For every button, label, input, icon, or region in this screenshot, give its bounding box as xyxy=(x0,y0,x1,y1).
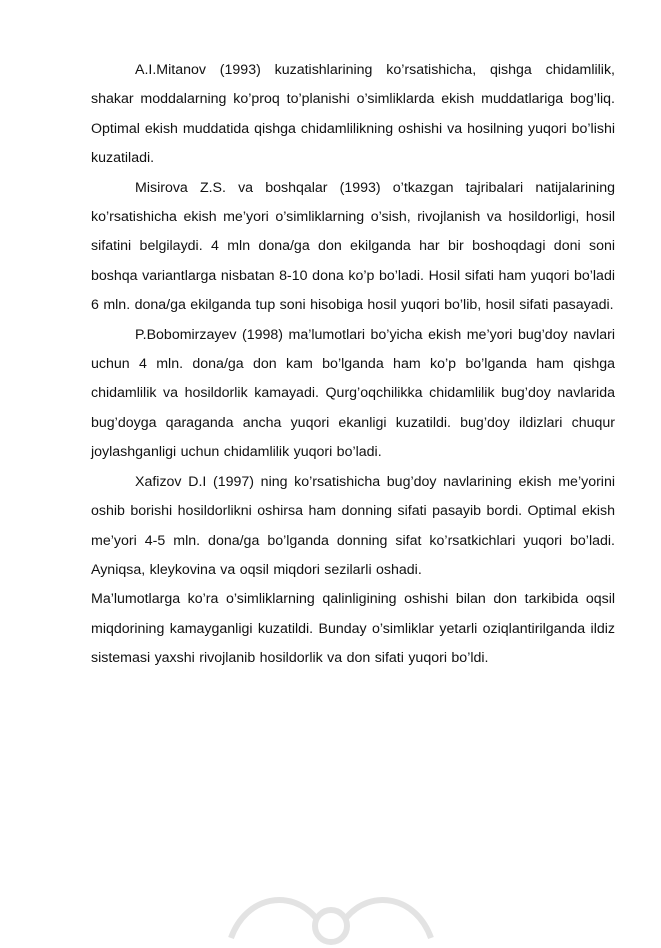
watermark-logo xyxy=(196,878,466,948)
watermark-arc-right xyxy=(346,900,431,938)
paragraph-conclusion: Ma’lumotlarga ko’ra o’simliklarning qalinligining oshishi bilan don tarkibida oqsil miqdorining kamayganligi kuzatildi. Bunday o’simliklar yetarli oziqlantirilganda ildiz sistemasi yaxshi rivojlanib hosildorlik va don sifati yuqori bo’ldi. xyxy=(91,591,615,667)
paragraph-xafizov: Xafizov D.I (1997) ning ko’rsatishicha bug’doy navlarining ekish me’yorini oshib borishi hosildorlikni oshirsa ham donning sifati pasayib bordi. Optimal ekish me’yori 4-5 mln. dona/ga bo’lganda donning sifat ko’rsatkichlari yuqori bo’ladi. Ayniqsa, kleykovina va oqsil miqdori sezilarli oshadi. xyxy=(91,473,615,578)
watermark-arc-left xyxy=(231,900,316,938)
paragraph-bobomirzayev: P.Bobomirzayev (1998) ma’lumotlari bo’yicha ekish me’yori bug’doy navlari uchun 4 mln. dona/ga don kam bo’lganda ham ko’p bo’lganda ham qishga chidamlilik va hosildorlik kamayadi. Qurg’oqchilikka chidamlilik bug’doy navlarida bug’doyga qaraganda ancha yuqori ekanligi kuzatildi. bug’doy ildizlari chuqur joylashganligi uchun chidamlilik yuqori bo’ladi. xyxy=(91,326,615,461)
watermark-ring xyxy=(315,910,347,942)
paragraph-mitanov: A.I.Mitanov (1993) kuzatishlarining ko’rsatishicha, qishga chidamlilik, shakar moddalarning ko’proq to’planishi o’simliklarda ekish muddatlariga bog’liq. Optimal ekish muddatida qishga chidamlilikning oshishi va hosilning yuqori bo’lishi kuzatiladi. xyxy=(91,62,615,167)
paragraph-misirova: Misirova Z.S. va boshqalar (1993) o’tkazgan tajribalari natijalarining ko’rsatishicha ekish me’yori o’simliklarning o’sish, rivojlanish va hosildorligi, hosil sifatini belgilaydi. 4 mln dona/ga don ekilganda har bir boshoqdagi doni soni boshqa variantlarga nisbatan 8-10 dona ko’p bo’ladi. Hosil sifati ham yuqori bo’ladi 6 mln. dona/ga ekilganda tup soni hisobiga hosil yuqori bo’lib, hosil sifati pasayadi. xyxy=(91,179,615,314)
document-body xyxy=(91,56,615,674)
